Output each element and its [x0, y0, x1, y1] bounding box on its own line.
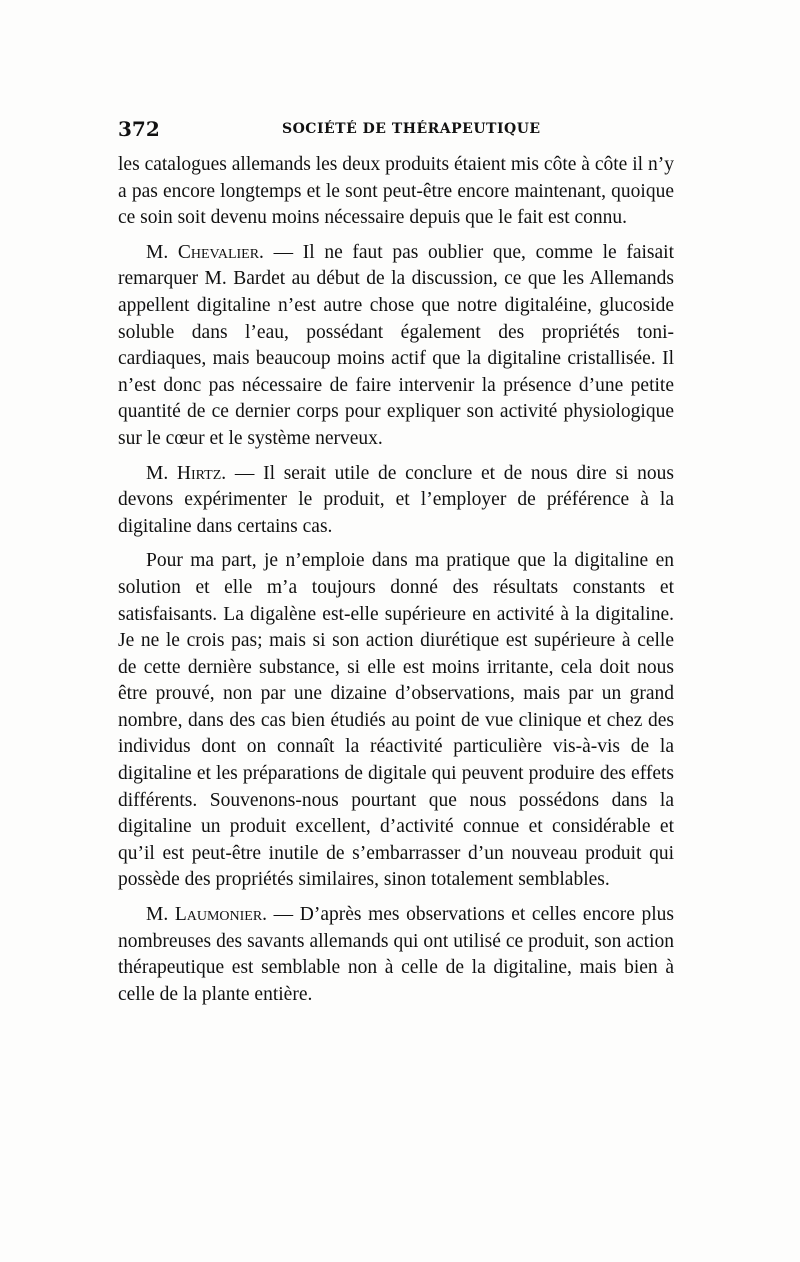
paragraph-text: — Il serait utile de conclure et de nous dire si nous devons expérimenter le produit, et l’employer de préférence à la digitaline dans certains cas.	[118, 462, 675, 537]
paragraph	[118, 240, 674, 453]
paragraph	[118, 902, 674, 1008]
paragraph-text: — D’après mes observations et celles encore plus nombreuses des savants allemands qui ont utilisé ce produit, son action thérapeutique est semblable non à celle de la digitaline, mais bien à celle de la plante entière.	[118, 904, 674, 1005]
paragraph	[118, 548, 674, 894]
body-text	[118, 152, 674, 1016]
running-head: SOCIÉTÉ DE THÉRAPEUTIQUE	[282, 121, 541, 137]
page-header	[118, 117, 683, 141]
paragraph	[118, 152, 674, 232]
paragraph-text: Pour ma part, je n’emploie dans ma pratique que la digitaline en solution et elle m’a toujours donné des résultats constants et satisfaisants. La digalène est-elle supérieure en activité à la digitaline. Je ne le crois pas; mais si son action diurétique est supérieure à celle de cette dernière substance, si elle est moins irritante, cela doit nous être prouvé, non par une dizaine d’observations, mais par un grand nombre, dans des cas bien étudiés au point de vue clinique et chez des individus dont on connaît la réactivité particulière vis-à-vis de la digitaline et les préparations de digitale qui peuvent produire des effets différents. Souvenons-nous pourtant que nous possédons dans la digitaline un produit excellent, d’activité connue et considérable et qu’il est peut-être inutile de s’embarrasser d’un nouveau produit qui possède des propriétés similaires, sinon totalement semblables.	[118, 550, 674, 891]
speaker-name: M. Chevalier.	[146, 241, 264, 263]
speaker-name: M. Laumonier.	[146, 904, 268, 926]
paragraph-text: les catalogues allemands les deux produits étaient mis côte à côte il n’y a pas encore longtemps et le sont peut-être encore maintenant, quoique ce soin soit devenu moins nécessaire depuis que le fait est connu.	[118, 154, 674, 229]
page-number: 372	[118, 117, 160, 141]
paragraph-text: — Il ne faut pas oublier que, comme le faisait remarquer M. Bardet au début de la discussion, ce que les Allemands appellent digitaline n’est autre chose que notre digitaléine, glucoside soluble dans l’eau, possédant également des propriétés toni-cardiaques, mais beaucoup moins actif que la digitaline cristallisée. Il n’est donc pas nécessaire de faire intervenir la présence d’une petite quantité de ce dernier corps pour expliquer son activité physiologique sur le cœur et le système nerveux.	[118, 241, 674, 449]
speaker-name: M. Hirtz.	[146, 462, 227, 484]
paragraph	[118, 461, 674, 541]
